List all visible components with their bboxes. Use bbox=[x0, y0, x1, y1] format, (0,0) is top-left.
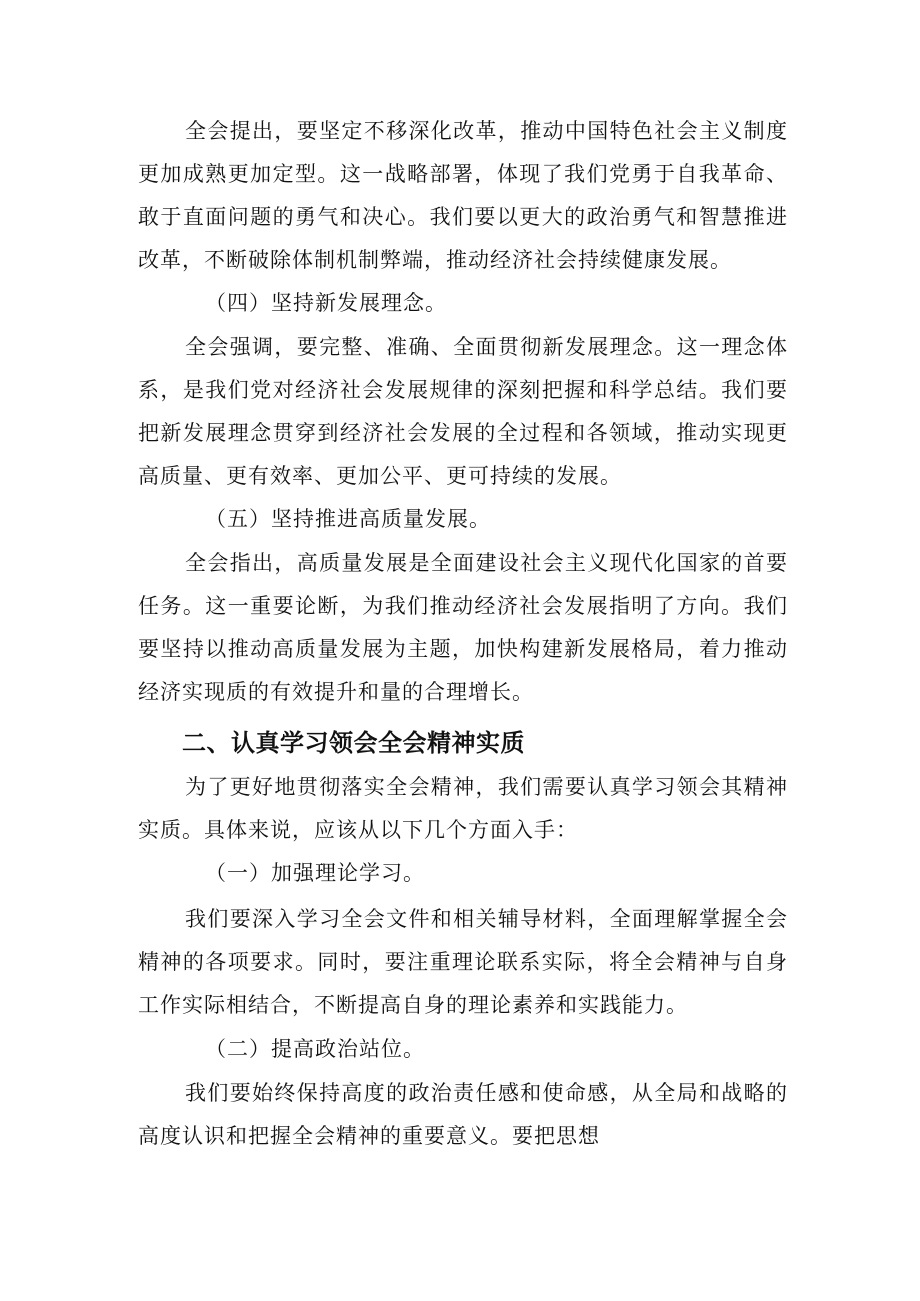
paragraph-theory-study: 我们要深入学习全会文件和相关辅导材料，全面理解掌握全会精神的各项要求。同时，要注重理论联系实际，将全会精神与自身工作实际相结合，不断提高自身的理论素养和实践能力。 bbox=[138, 907, 788, 1017]
paragraph-new-development: 全会强调，要完整、准确、全面贯彻新发展理念。这一理念体系，是我们党对经济社会发展规律的深刻把握和科学总结。我们要把新发展理念贯穿到经济社会发展的全过程和各领域，推动实现更高质量、更有效率、更加公平、更可持续的发展。 bbox=[138, 335, 788, 488]
subheading-one: （一）加强理论学习。 bbox=[205, 861, 425, 885]
paragraph-reform: 全会提出，要坚定不移深化改革，推动中国特色社会主义制度更加成熟更加定型。这一战略部署，体现了我们党勇于自我革命、敢于直面问题的勇气和决心。我们要以更大的政治勇气和智慧推进改革，不断破除体制机制弊端，推动经济社会持续健康发展。 bbox=[138, 119, 788, 272]
paragraph-high-quality: 全会指出，高质量发展是全面建设社会主义现代化国家的首要任务。这一重要论断，为我们推动经济社会发展指明了方向。我们要坚持以推动高质量发展为主题，加快构建新发展格局，着力推动经济实现质的有效提升和量的合理增长。 bbox=[138, 551, 788, 704]
paragraph-political-stance: 我们要始终保持高度的政治责任感和使命感，从全局和战略的高度认识和把握全会精神的重要意义。要把思想 bbox=[138, 1081, 788, 1148]
subheading-four: （四）坚持新发展理念。 bbox=[205, 291, 447, 315]
section-heading-two: 二、认真学习领会全会精神实质 bbox=[182, 729, 525, 757]
subheading-two: （二）提高政治站位。 bbox=[205, 1037, 425, 1061]
paragraph-intro: 为了更好地贯彻落实全会精神，我们需要认真学习领会其精神实质。具体来说，应该从以下几个方面入手： bbox=[138, 775, 788, 842]
subheading-five: （五）坚持推进高质量发展。 bbox=[205, 507, 491, 531]
